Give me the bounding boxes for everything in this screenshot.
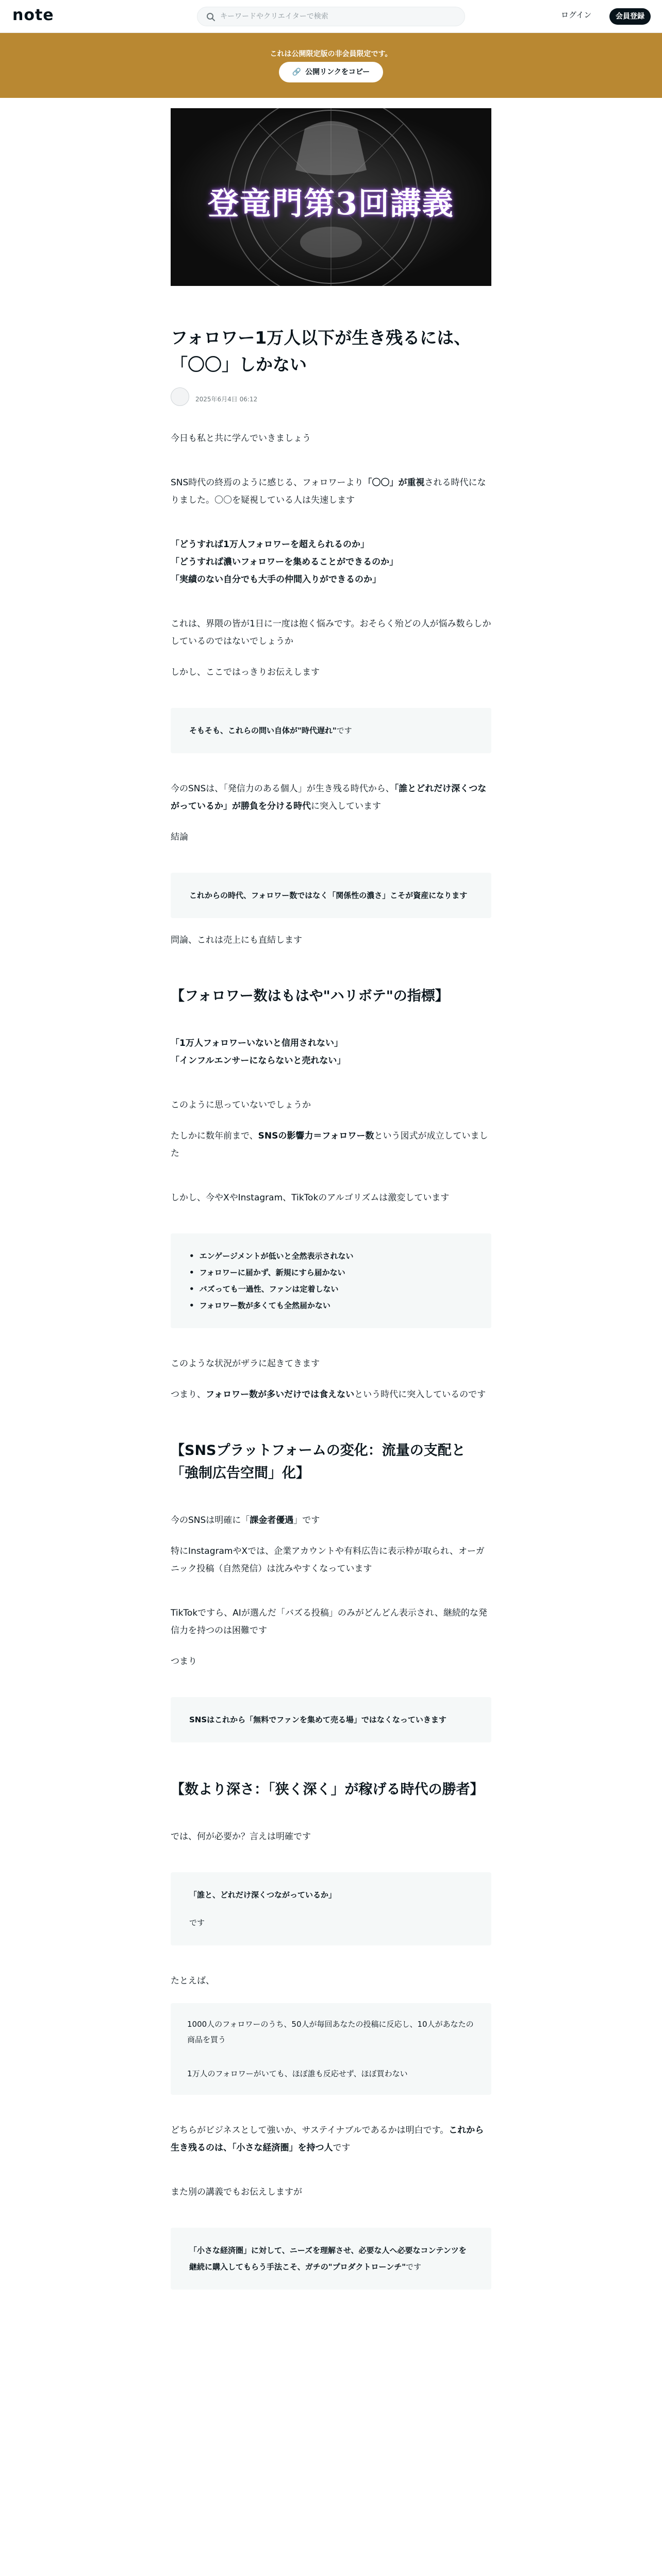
paragraph: つまり、フォロワー数が多いだけでは食えないという時代に突入しているのです	[171, 1389, 486, 1400]
bullet-item: • フォロワー数が多くても全然届かない	[189, 1297, 473, 1314]
hero-title: 登竜門第3回講義	[208, 186, 454, 222]
paragraph: これは、界隈の皆が1日に一度は抱く悩みです。おそらく殆どの人が悩み数らしかしているのではないでしょうか	[171, 619, 491, 647]
callout-box: そもそも、これらの問い自体が"時代遅れ"です	[171, 708, 491, 753]
search-input[interactable]	[220, 7, 457, 26]
section-heading: 【SNSプラットフォームの変化：流量の支配と「強制広告空間」化】	[171, 1443, 466, 1481]
share-banner	[0, 33, 662, 98]
paragraph: どちらがビジネスとして強いか、サステイナブルであるかは明白です。これから生き残るのは、「小さな経済圏」を持つ人です	[171, 2125, 484, 2153]
callout-box: SNSはこれから「無料でファンを集めて売る場」ではなくなっていきます	[171, 1697, 491, 1742]
paragraph: 今日も私と共に学んでいきましょう	[171, 433, 311, 444]
login-link[interactable]: ログイン	[561, 10, 592, 20]
banner-text: これは公開限定版の非会員限定です。	[270, 50, 392, 58]
bullet-list	[189, 1248, 473, 1314]
paragraph: 今のSNSは明確に「課金者優遇」です	[171, 1515, 320, 1526]
question-list	[171, 536, 491, 588]
section-heading: 【フォロワー数はもはや"ハリボテ"の指標】	[171, 988, 449, 1004]
example-item: 1000人のフォロワーのうち、50人が毎回あなたの投稿に反応し、10人があなたの商品を買う	[187, 2020, 474, 2044]
quote-item: 「インフルエンサーにならないと売れない」	[171, 1056, 346, 1066]
paragraph: また別の講義でもお伝えしますが	[171, 2187, 302, 2197]
copy-link-label: 公開リンクをコピー	[305, 68, 370, 76]
paragraph: このような状況がザラに起きてきます	[171, 1359, 320, 1369]
question-item: 「どうすれば濃いフォロワーを集めることができるのか」	[171, 557, 399, 567]
paragraph: このように思っていないでしょうか	[171, 1100, 311, 1110]
bullet-item: • エンゲージメントが低いと全然表示されない	[189, 1248, 473, 1264]
paragraph: 今のSNSは、「発信力のある個人」が生き残る時代から、「誰とどれだけ深くつながっているか」が勝負を分ける時代に突入しています	[171, 784, 487, 811]
note-logo[interactable]: note	[12, 6, 54, 24]
search-icon	[206, 12, 216, 22]
paragraph: では、何が必要か？言えは明確です	[171, 1832, 311, 1842]
author-avatar[interactable]	[171, 387, 189, 406]
bullet-item: • バズっても一過性、ファンは定着しない	[189, 1281, 473, 1297]
example-box	[171, 2003, 491, 2095]
paragraph: つまり	[171, 1656, 197, 1667]
hero-image	[171, 108, 491, 286]
question-item: 「実績のない自分でも大手の仲間入りができるのか」	[171, 574, 381, 585]
bullet-item: • フォロワーに届かず、新規にすら届かない	[189, 1264, 473, 1281]
article-body	[171, 325, 491, 2290]
paragraph: TikTokですら、AIが選んだ「バズる投稿」のみがどんどん表示され、継続的な発信力を持つのは困難です	[171, 1608, 487, 1636]
paragraph: SNS時代の終焉のように感じる、フォロワーより「〇〇」が重視される時代になりました。〇〇を疑視している人は失速します	[171, 478, 486, 505]
callout-box: 「小さな経済圏」に対して、ニーズを理解させ、必要な人へ必要なコンテンツを継続に購入してもらう手法こそ、ガチの"プロダクトローンチ"です	[171, 2228, 491, 2290]
signup-button[interactable]: 会員登録	[609, 8, 651, 25]
quote-list	[171, 1035, 491, 1070]
copy-link-button[interactable]	[279, 62, 383, 82]
paragraph: しかし、今やXやInstagram、TikTokのアルゴリズムは激変しています	[171, 1193, 450, 1203]
question-item: 「どうすれば1万人フォロワーを超えられるのか」	[171, 539, 369, 550]
paragraph: 問論、これは売上にも直結します	[171, 935, 302, 945]
author-row	[171, 387, 491, 408]
paragraph: しかし、ここではっきりお伝えします	[171, 667, 320, 677]
link-icon: 🔗	[292, 68, 302, 76]
paragraph: たしかに数年前まで、SNSの影響力＝フォロワー数という図式が成立していました	[171, 1131, 488, 1159]
paragraph: 結論	[171, 832, 188, 842]
bullet-box	[171, 1233, 491, 1328]
callout-box: 「誰と、どれだけ深くつながっているか」 です	[171, 1872, 491, 1945]
section-heading: 【数より深さ：「狭く深く」が稼げる時代の勝者】	[171, 1782, 484, 1798]
article-title: フォロワー1万人以下が生き残るには、「〇〇」しかない	[171, 328, 471, 375]
site-header	[0, 0, 662, 33]
publish-date: 2025年6月4日 06:12	[195, 396, 258, 403]
callout-box: これからの時代、フォロワー数ではなく「関係性の濃さ」こそが資産になります	[171, 873, 491, 918]
paragraph: たとえば、	[171, 1976, 214, 1986]
quote-item: 「1万人フォロワーいないと信用されない」	[171, 1038, 343, 1048]
search-bar[interactable]	[197, 7, 465, 26]
paragraph: 特にInstagramやXでは、企業アカウントや有料広告に表示枠が取られ、オーガニック投稿（自然発信）は沈みやすくなっています	[171, 1546, 485, 1574]
example-item: 1万人のフォロワーがいても、ほぼ誰も反応せず、ほぼ買わない	[187, 2069, 408, 2078]
